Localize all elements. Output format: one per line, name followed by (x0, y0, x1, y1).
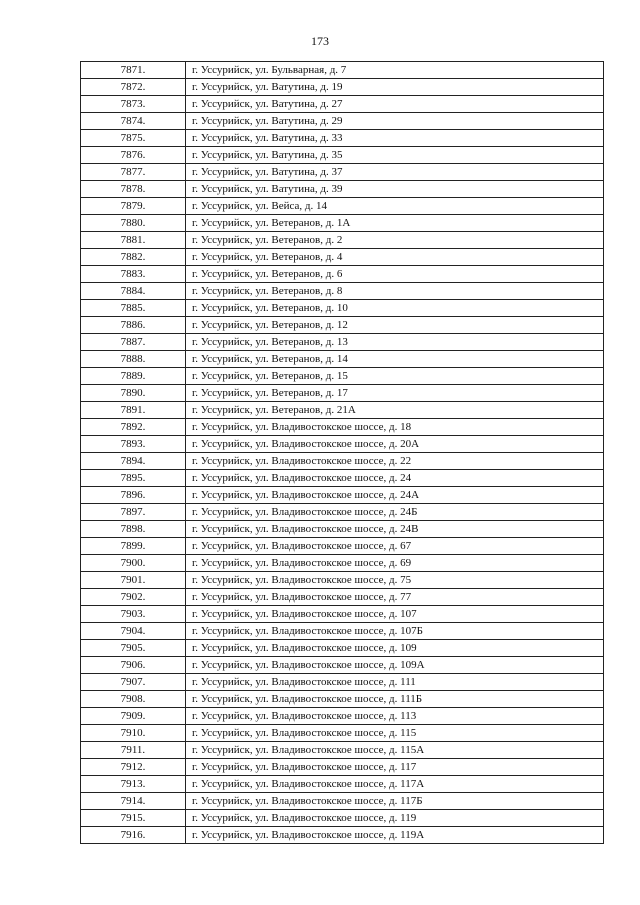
table-row (81, 249, 604, 266)
table-row (81, 589, 604, 606)
table-row (81, 793, 604, 810)
table-row (81, 640, 604, 657)
row-address: г. Уссурийск, ул. Ватутина, д. 35 (186, 147, 604, 164)
row-number: 7877. (81, 164, 186, 181)
table-row (81, 504, 604, 521)
table-row (81, 487, 604, 504)
row-address: г. Уссурийск, ул. Ветеранов, д. 15 (186, 368, 604, 385)
row-address: г. Уссурийск, ул. Владивостокское шоссе, д. 20А (186, 436, 604, 453)
row-address: г. Уссурийск, ул. Владивостокское шоссе, д. 113 (186, 708, 604, 725)
table-row (81, 538, 604, 555)
row-number: 7902. (81, 589, 186, 606)
table-row (81, 385, 604, 402)
row-address: г. Уссурийск, ул. Владивостокское шоссе, д. 24В (186, 521, 604, 538)
row-address: г. Уссурийск, ул. Ватутина, д. 33 (186, 130, 604, 147)
row-number: 7887. (81, 334, 186, 351)
table-row (81, 742, 604, 759)
row-number: 7900. (81, 555, 186, 572)
row-number: 7884. (81, 283, 186, 300)
row-number: 7914. (81, 793, 186, 810)
row-address: г. Уссурийск, ул. Владивостокское шоссе, д. 115 (186, 725, 604, 742)
table-row (81, 334, 604, 351)
table-row (81, 215, 604, 232)
table-row (81, 266, 604, 283)
row-number: 7894. (81, 453, 186, 470)
row-address: г. Уссурийск, ул. Ветеранов, д. 6 (186, 266, 604, 283)
row-address: г. Уссурийск, ул. Владивостокское шоссе, д. 119 (186, 810, 604, 827)
row-address: г. Уссурийск, ул. Вейса, д. 14 (186, 198, 604, 215)
row-number: 7874. (81, 113, 186, 130)
row-address: г. Уссурийск, ул. Ватутина, д. 37 (186, 164, 604, 181)
row-number: 7893. (81, 436, 186, 453)
row-number: 7892. (81, 419, 186, 436)
row-number: 7879. (81, 198, 186, 215)
row-address: г. Уссурийск, ул. Владивостокское шоссе, д. 24А (186, 487, 604, 504)
table-row (81, 198, 604, 215)
row-number: 7909. (81, 708, 186, 725)
row-number: 7885. (81, 300, 186, 317)
table-row (81, 283, 604, 300)
row-address: г. Уссурийск, ул. Ветеранов, д. 1А (186, 215, 604, 232)
table-row (81, 317, 604, 334)
row-address: г. Уссурийск, ул. Владивостокское шоссе, д. 117Б (186, 793, 604, 810)
row-address: г. Уссурийск, ул. Ватутина, д. 29 (186, 113, 604, 130)
row-address: г. Уссурийск, ул. Ветеранов, д. 10 (186, 300, 604, 317)
row-number: 7889. (81, 368, 186, 385)
row-number: 7891. (81, 402, 186, 419)
row-number: 7904. (81, 623, 186, 640)
row-number: 7888. (81, 351, 186, 368)
row-number: 7883. (81, 266, 186, 283)
row-number: 7899. (81, 538, 186, 555)
row-number: 7881. (81, 232, 186, 249)
row-address: г. Уссурийск, ул. Ватутина, д. 27 (186, 96, 604, 113)
table-row (81, 555, 604, 572)
row-number: 7915. (81, 810, 186, 827)
table-row (81, 96, 604, 113)
row-number: 7898. (81, 521, 186, 538)
table-row (81, 351, 604, 368)
row-address: г. Уссурийск, ул. Владивостокское шоссе, д. 119А (186, 827, 604, 844)
row-number: 7895. (81, 470, 186, 487)
row-address: г. Уссурийск, ул. Ветеранов, д. 17 (186, 385, 604, 402)
row-address: г. Уссурийск, ул. Владивостокское шоссе, д. 77 (186, 589, 604, 606)
row-address: г. Уссурийск, ул. Ветеранов, д. 12 (186, 317, 604, 334)
table-row (81, 776, 604, 793)
table-row (81, 470, 604, 487)
row-address: г. Уссурийск, ул. Владивостокское шоссе, д. 111 (186, 674, 604, 691)
row-address: г. Уссурийск, ул. Владивостокское шоссе, д. 109А (186, 657, 604, 674)
table-row (81, 674, 604, 691)
row-number: 7901. (81, 572, 186, 589)
row-number: 7906. (81, 657, 186, 674)
row-address: г. Уссурийск, ул. Владивостокское шоссе, д. 115А (186, 742, 604, 759)
table-row (81, 708, 604, 725)
table-row (81, 691, 604, 708)
row-address: г. Уссурийск, ул. Ветеранов, д. 13 (186, 334, 604, 351)
row-number: 7905. (81, 640, 186, 657)
table-row (81, 725, 604, 742)
table-row (81, 113, 604, 130)
row-address: г. Уссурийск, ул. Владивостокское шоссе, д. 111Б (186, 691, 604, 708)
row-address: г. Уссурийск, ул. Ветеранов, д. 4 (186, 249, 604, 266)
table-row (81, 62, 604, 79)
table-row (81, 147, 604, 164)
table-row (81, 300, 604, 317)
row-address: г. Уссурийск, ул. Владивостокское шоссе, д. 117А (186, 776, 604, 793)
table-row (81, 181, 604, 198)
row-address: г. Уссурийск, ул. Владивостокское шоссе, д. 75 (186, 572, 604, 589)
row-address: г. Уссурийск, ул. Ветеранов, д. 2 (186, 232, 604, 249)
address-table-body (81, 62, 604, 844)
table-row (81, 657, 604, 674)
row-number: 7897. (81, 504, 186, 521)
row-number: 7886. (81, 317, 186, 334)
row-address: г. Уссурийск, ул. Ватутина, д. 39 (186, 181, 604, 198)
table-row (81, 130, 604, 147)
table-row (81, 521, 604, 538)
row-number: 7880. (81, 215, 186, 232)
table-row (81, 572, 604, 589)
row-number: 7878. (81, 181, 186, 198)
row-address: г. Уссурийск, ул. Владивостокское шоссе, д. 67 (186, 538, 604, 555)
row-number: 7908. (81, 691, 186, 708)
row-address: г. Уссурийск, ул. Ветеранов, д. 14 (186, 351, 604, 368)
row-address: г. Уссурийск, ул. Владивостокское шоссе, д. 107Б (186, 623, 604, 640)
page-number: 173 (311, 34, 329, 48)
table-row (81, 453, 604, 470)
row-number: 7890. (81, 385, 186, 402)
row-number: 7907. (81, 674, 186, 691)
row-address: г. Уссурийск, ул. Ветеранов, д. 8 (186, 283, 604, 300)
table-row (81, 164, 604, 181)
table-row (81, 402, 604, 419)
row-number: 7911. (81, 742, 186, 759)
table-row (81, 827, 604, 844)
table-row (81, 436, 604, 453)
row-address: г. Уссурийск, ул. Владивостокское шоссе, д. 117 (186, 759, 604, 776)
table-row (81, 810, 604, 827)
table-row (81, 419, 604, 436)
row-address: г. Уссурийск, ул. Бульварная, д. 7 (186, 62, 604, 79)
row-number: 7912. (81, 759, 186, 776)
row-number: 7875. (81, 130, 186, 147)
row-number: 7916. (81, 827, 186, 844)
table-row (81, 623, 604, 640)
row-number: 7910. (81, 725, 186, 742)
table-row (81, 759, 604, 776)
row-address: г. Уссурийск, ул. Владивостокское шоссе, д. 24 (186, 470, 604, 487)
row-number: 7882. (81, 249, 186, 266)
table-row (81, 368, 604, 385)
row-address: г. Уссурийск, ул. Владивостокское шоссе, д. 22 (186, 453, 604, 470)
table-row (81, 79, 604, 96)
table-row (81, 606, 604, 623)
row-address: г. Уссурийск, ул. Владивостокское шоссе, д. 18 (186, 419, 604, 436)
row-address: г. Уссурийск, ул. Владивостокское шоссе, д. 24Б (186, 504, 604, 521)
row-address: г. Уссурийск, ул. Владивостокское шоссе, д. 109 (186, 640, 604, 657)
row-number: 7876. (81, 147, 186, 164)
table-row (81, 232, 604, 249)
row-address: г. Уссурийск, ул. Владивостокское шоссе, д. 69 (186, 555, 604, 572)
row-number: 7872. (81, 79, 186, 96)
row-number: 7873. (81, 96, 186, 113)
address-table (80, 61, 604, 844)
row-number: 7871. (81, 62, 186, 79)
row-address: г. Уссурийск, ул. Ветеранов, д. 21А (186, 402, 604, 419)
row-address: г. Уссурийск, ул. Ватутина, д. 19 (186, 79, 604, 96)
row-number: 7903. (81, 606, 186, 623)
row-number: 7896. (81, 487, 186, 504)
row-address: г. Уссурийск, ул. Владивостокское шоссе, д. 107 (186, 606, 604, 623)
row-number: 7913. (81, 776, 186, 793)
